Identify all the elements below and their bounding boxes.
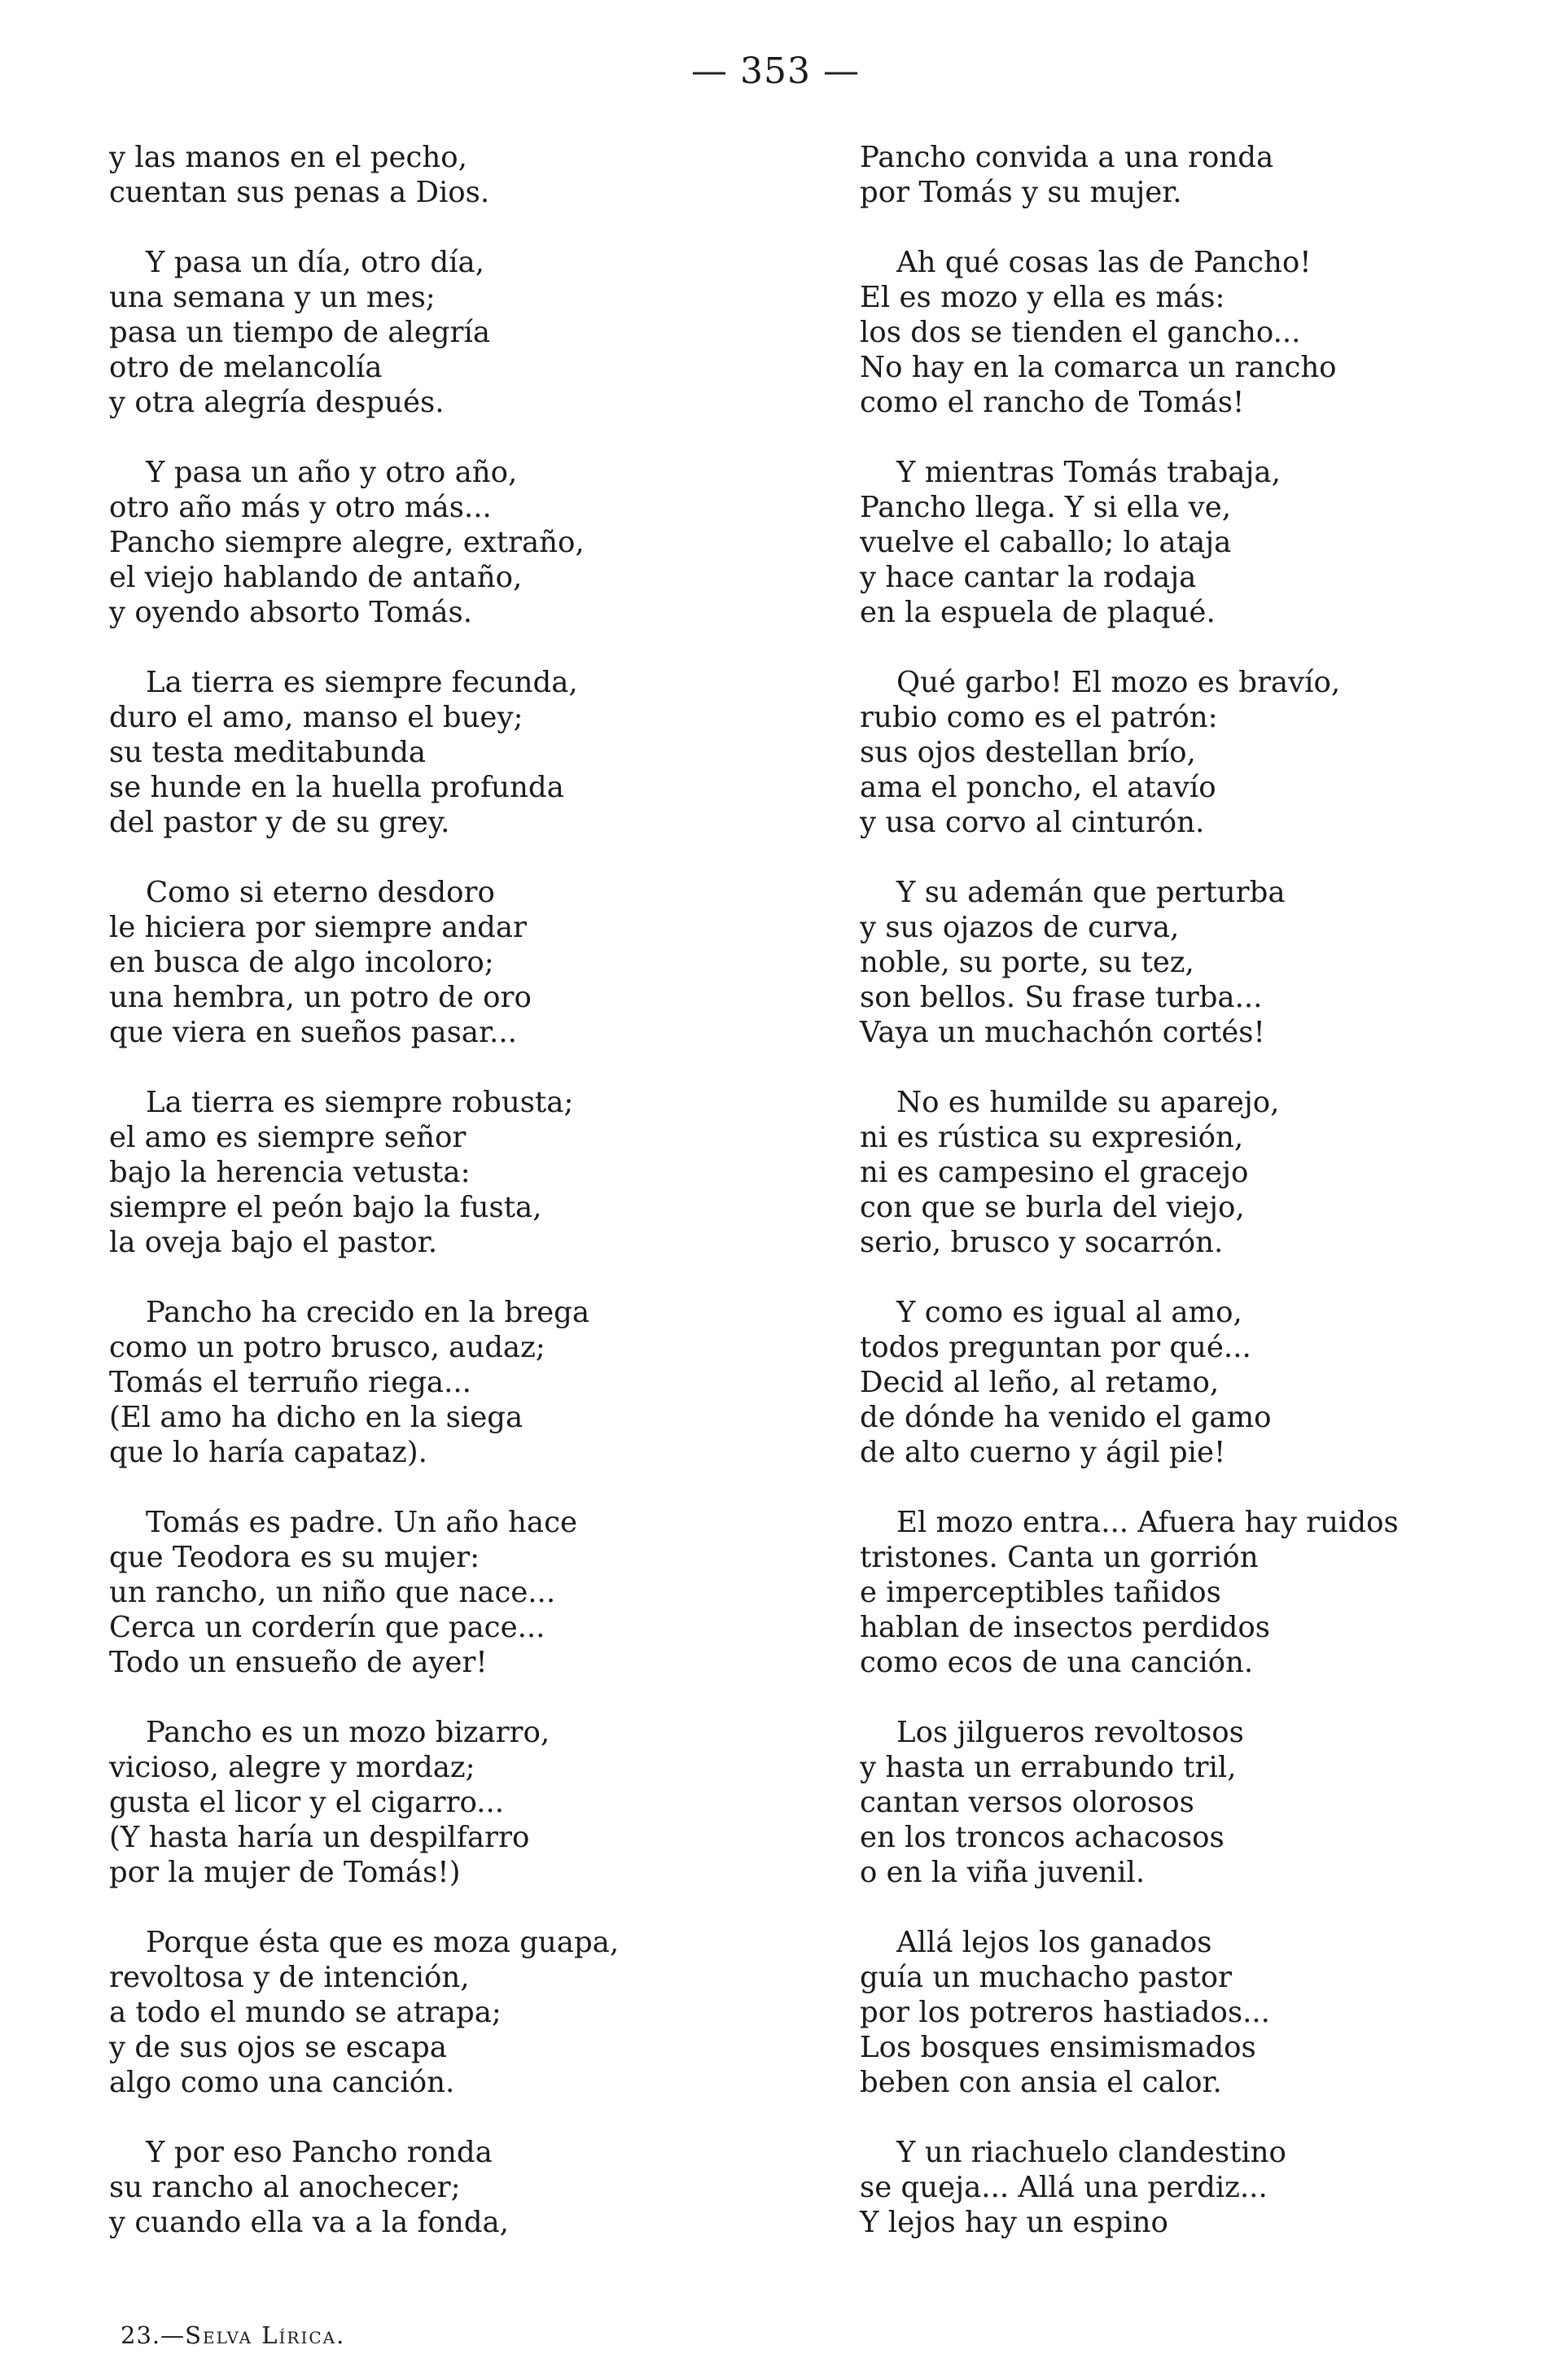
verse-line: Ah qué cosas las de Pancho! (896, 246, 1312, 279)
verse-line: Todo un ensueño de ayer! (109, 1646, 488, 1679)
verse-line: La tierra es siempre robusta; (146, 1086, 574, 1119)
verse-line: a todo el mundo se atrapa; (109, 1996, 502, 2029)
verse-line: Y su ademán que perturba (896, 876, 1286, 909)
verse-line: El es mozo y ella es más: (860, 281, 1225, 314)
verse-line: y hace cantar la rodaja (860, 561, 1197, 594)
stanza (109, 1085, 760, 1260)
verse-line: cuentan sus penas a Dios. (109, 176, 490, 209)
verse-line: el amo es siempre señor (109, 1121, 467, 1154)
verse-line: Los jilgueros revoltosos (896, 1716, 1244, 1749)
page-footer (120, 2321, 345, 2349)
verse-line: rubio como es el patrón: (860, 701, 1218, 734)
verse-line: o en la viña juvenil. (860, 1856, 1146, 1889)
stanza (860, 1085, 1511, 1260)
verse-line: por Tomás y su mujer. (860, 176, 1182, 209)
verse-line: vuelve el caballo; lo ataja (860, 526, 1232, 559)
right-column (860, 140, 1511, 2275)
verse-line: y cuando ella va a la fonda, (109, 2206, 509, 2239)
verse-line: siempre el peón bajo la fusta, (109, 1191, 542, 1224)
verse-line: un rancho, un niño que nace... (109, 1576, 556, 1609)
verse-line: Tomás es padre. Un año hace (146, 1506, 577, 1539)
verse-line: Y pasa un año y otro año, (146, 456, 518, 489)
verse-line: Pancho siempre alegre, extraño, (109, 526, 585, 559)
verse-line: que Teodora es su mujer: (109, 1541, 480, 1574)
verse-line: revoltosa y de intención, (109, 1961, 470, 1994)
stanza (109, 140, 760, 210)
stanza (109, 1295, 760, 1470)
left-column (109, 140, 760, 2275)
verse-line: Y lejos hay un espino (860, 2206, 1168, 2239)
verse-line: otro de melancolía (109, 351, 383, 384)
verse-line: y de sus ojos se escapa (109, 2031, 447, 2064)
stanza (109, 875, 760, 1050)
verse-line: que viera en sueños pasar... (109, 1016, 517, 1049)
verse-line: vicioso, alegre y mordaz; (109, 1751, 475, 1784)
stanza (860, 140, 1511, 210)
verse-line: No hay en la comarca un rancho (860, 351, 1337, 384)
verse-line: Y mientras Tomás trabaja, (896, 456, 1281, 489)
verse-line: duro el amo, manso el buey; (109, 701, 524, 734)
verse-line: Tomás el terruño riega... (109, 1366, 471, 1399)
verse-line: Y un riachuelo clandestino (896, 2136, 1286, 2169)
stanza (860, 455, 1511, 630)
verse-line: le hiciera por siempre andar (109, 911, 527, 944)
verse-line: Pancho ha crecido en la brega (146, 1296, 590, 1329)
stanza (860, 1925, 1511, 2100)
verse-line: y hasta un errabundo tril, (860, 1751, 1237, 1784)
verse-line: de dónde ha venido el gamo (860, 1401, 1272, 1434)
verse-line: se hunde en la huella profunda (109, 771, 564, 804)
verse-line: en busca de algo incoloro; (109, 946, 494, 979)
verse-line: guía un muchacho pastor (860, 1961, 1232, 1994)
verse-line: con que se burla del viejo, (860, 1191, 1245, 1224)
verse-line: Pancho es un mozo bizarro, (146, 1716, 550, 1749)
verse-line: noble, su porte, su tez, (860, 946, 1194, 979)
verse-line: bajo la herencia vetusta: (109, 1156, 471, 1189)
verse-line: otro año más y otro más... (109, 491, 492, 524)
verse-line: su testa meditabunda (109, 736, 427, 769)
verse-line: Pancho convida a una ronda (860, 141, 1274, 174)
verse-line: por la mujer de Tomás!) (109, 1856, 461, 1889)
verse-line: una hembra, un potro de oro (109, 981, 532, 1014)
verse-line: algo como una canción. (109, 2066, 455, 2099)
stanza (860, 245, 1511, 420)
verse-line: (El amo ha dicho en la siega (109, 1401, 524, 1434)
verse-line: Y por eso Pancho ronda (146, 2136, 493, 2169)
verse-line: del pastor y de su grey. (109, 806, 450, 839)
stanza (860, 665, 1511, 840)
stanza (109, 1505, 760, 1680)
verse-line: son bellos. Su frase turba... (860, 981, 1263, 1014)
verse-line: los dos se tienden el gancho... (860, 316, 1301, 349)
verse-line: Decid al leño, al retamo, (860, 1366, 1220, 1399)
verse-line: en los troncos achacosos (860, 1821, 1225, 1854)
verse-line: su rancho al anochecer; (109, 2171, 461, 2204)
verse-line: beben con ansia el calor. (860, 2066, 1222, 2099)
verse-line: e imperceptibles tañidos (860, 1576, 1221, 1609)
footer-signature: 23.— (120, 2321, 186, 2349)
verse-line: tristones. Canta un gorrión (860, 1541, 1259, 1574)
verse-line: gusta el licor y el cigarro... (109, 1786, 505, 1819)
stanza (109, 665, 760, 840)
verse-line: y sus ojazos de curva, (860, 911, 1180, 944)
stanza (860, 2135, 1511, 2240)
verse-line: ni es rústica su expresión, (860, 1121, 1244, 1154)
verse-line: que lo haría capataz). (109, 1436, 427, 1469)
footer-book-title: Selva Lírica. (185, 2321, 346, 2349)
verse-line: el viejo hablando de antaño, (109, 561, 523, 594)
page-number: — 353 — (691, 50, 860, 92)
verse-line: y usa corvo al cinturón. (860, 806, 1205, 839)
verse-line: ama el poncho, el atavío (860, 771, 1216, 804)
verse-line: sus ojos destellan brío, (860, 736, 1196, 769)
verse-line: Allá lejos los ganados (896, 1926, 1212, 1959)
stanza (860, 1295, 1511, 1470)
stanza (109, 1715, 760, 1890)
stanza (109, 1925, 760, 2100)
verse-line: No es humilde su aparejo, (896, 1086, 1280, 1119)
verse-line: todos preguntan por qué... (860, 1331, 1251, 1364)
verse-line: y oyendo absorto Tomás. (109, 596, 473, 629)
verse-line: una semana y un mes; (109, 281, 436, 314)
verse-line: ni es campesino el gracejo (860, 1156, 1249, 1189)
verse-line: hablan de insectos perdidos (860, 1611, 1271, 1644)
stanza (860, 1505, 1511, 1680)
stanza (109, 245, 760, 420)
verse-line: El mozo entra... Afuera hay ruidos (896, 1506, 1399, 1539)
verse-line: cantan versos olorosos (860, 1786, 1194, 1819)
verse-line: Pancho llega. Y si ella ve, (860, 491, 1231, 524)
verse-line: de alto cuerno y ágil pie! (860, 1436, 1226, 1469)
verse-line: por los potreros hastiados... (860, 1996, 1270, 2029)
verse-line: Y como es igual al amo, (896, 1296, 1242, 1329)
verse-line: se queja... Allá una perdiz... (860, 2171, 1268, 2204)
verse-line: pasa un tiempo de alegría (109, 316, 491, 349)
verse-line: (Y hasta haría un despilfarro (109, 1821, 530, 1854)
verse-line: Vaya un muchachón cortés! (860, 1016, 1265, 1049)
stanza (860, 1715, 1511, 1890)
verse-line: como ecos de una canción. (860, 1646, 1254, 1679)
stanza (109, 455, 760, 630)
verse-line: como el rancho de Tomás! (860, 386, 1245, 419)
stanza (109, 2135, 760, 2240)
verse-line: y las manos en el pecho, (109, 141, 467, 174)
verse-line: y otra alegría después. (109, 386, 445, 419)
verse-line: Los bosques ensimismados (860, 2031, 1256, 2064)
verse-line: Y pasa un día, otro día, (146, 246, 484, 279)
verse-line: serio, brusco y socarrón. (860, 1226, 1224, 1259)
stanza (860, 875, 1511, 1050)
verse-line: Porque ésta que es moza guapa, (146, 1926, 620, 1959)
verse-line: La tierra es siempre fecunda, (146, 666, 578, 699)
verse-line: Como si eterno desdoro (146, 876, 495, 909)
verse-line: como un potro brusco, audaz; (109, 1331, 545, 1364)
verse-line: la oveja bajo el pastor. (109, 1226, 437, 1259)
verse-line: en la espuela de plaqué. (860, 596, 1216, 629)
verse-line: Qué garbo! El mozo es bravío, (896, 666, 1341, 699)
verse-line: Cerca un corderín que pace... (109, 1611, 545, 1644)
